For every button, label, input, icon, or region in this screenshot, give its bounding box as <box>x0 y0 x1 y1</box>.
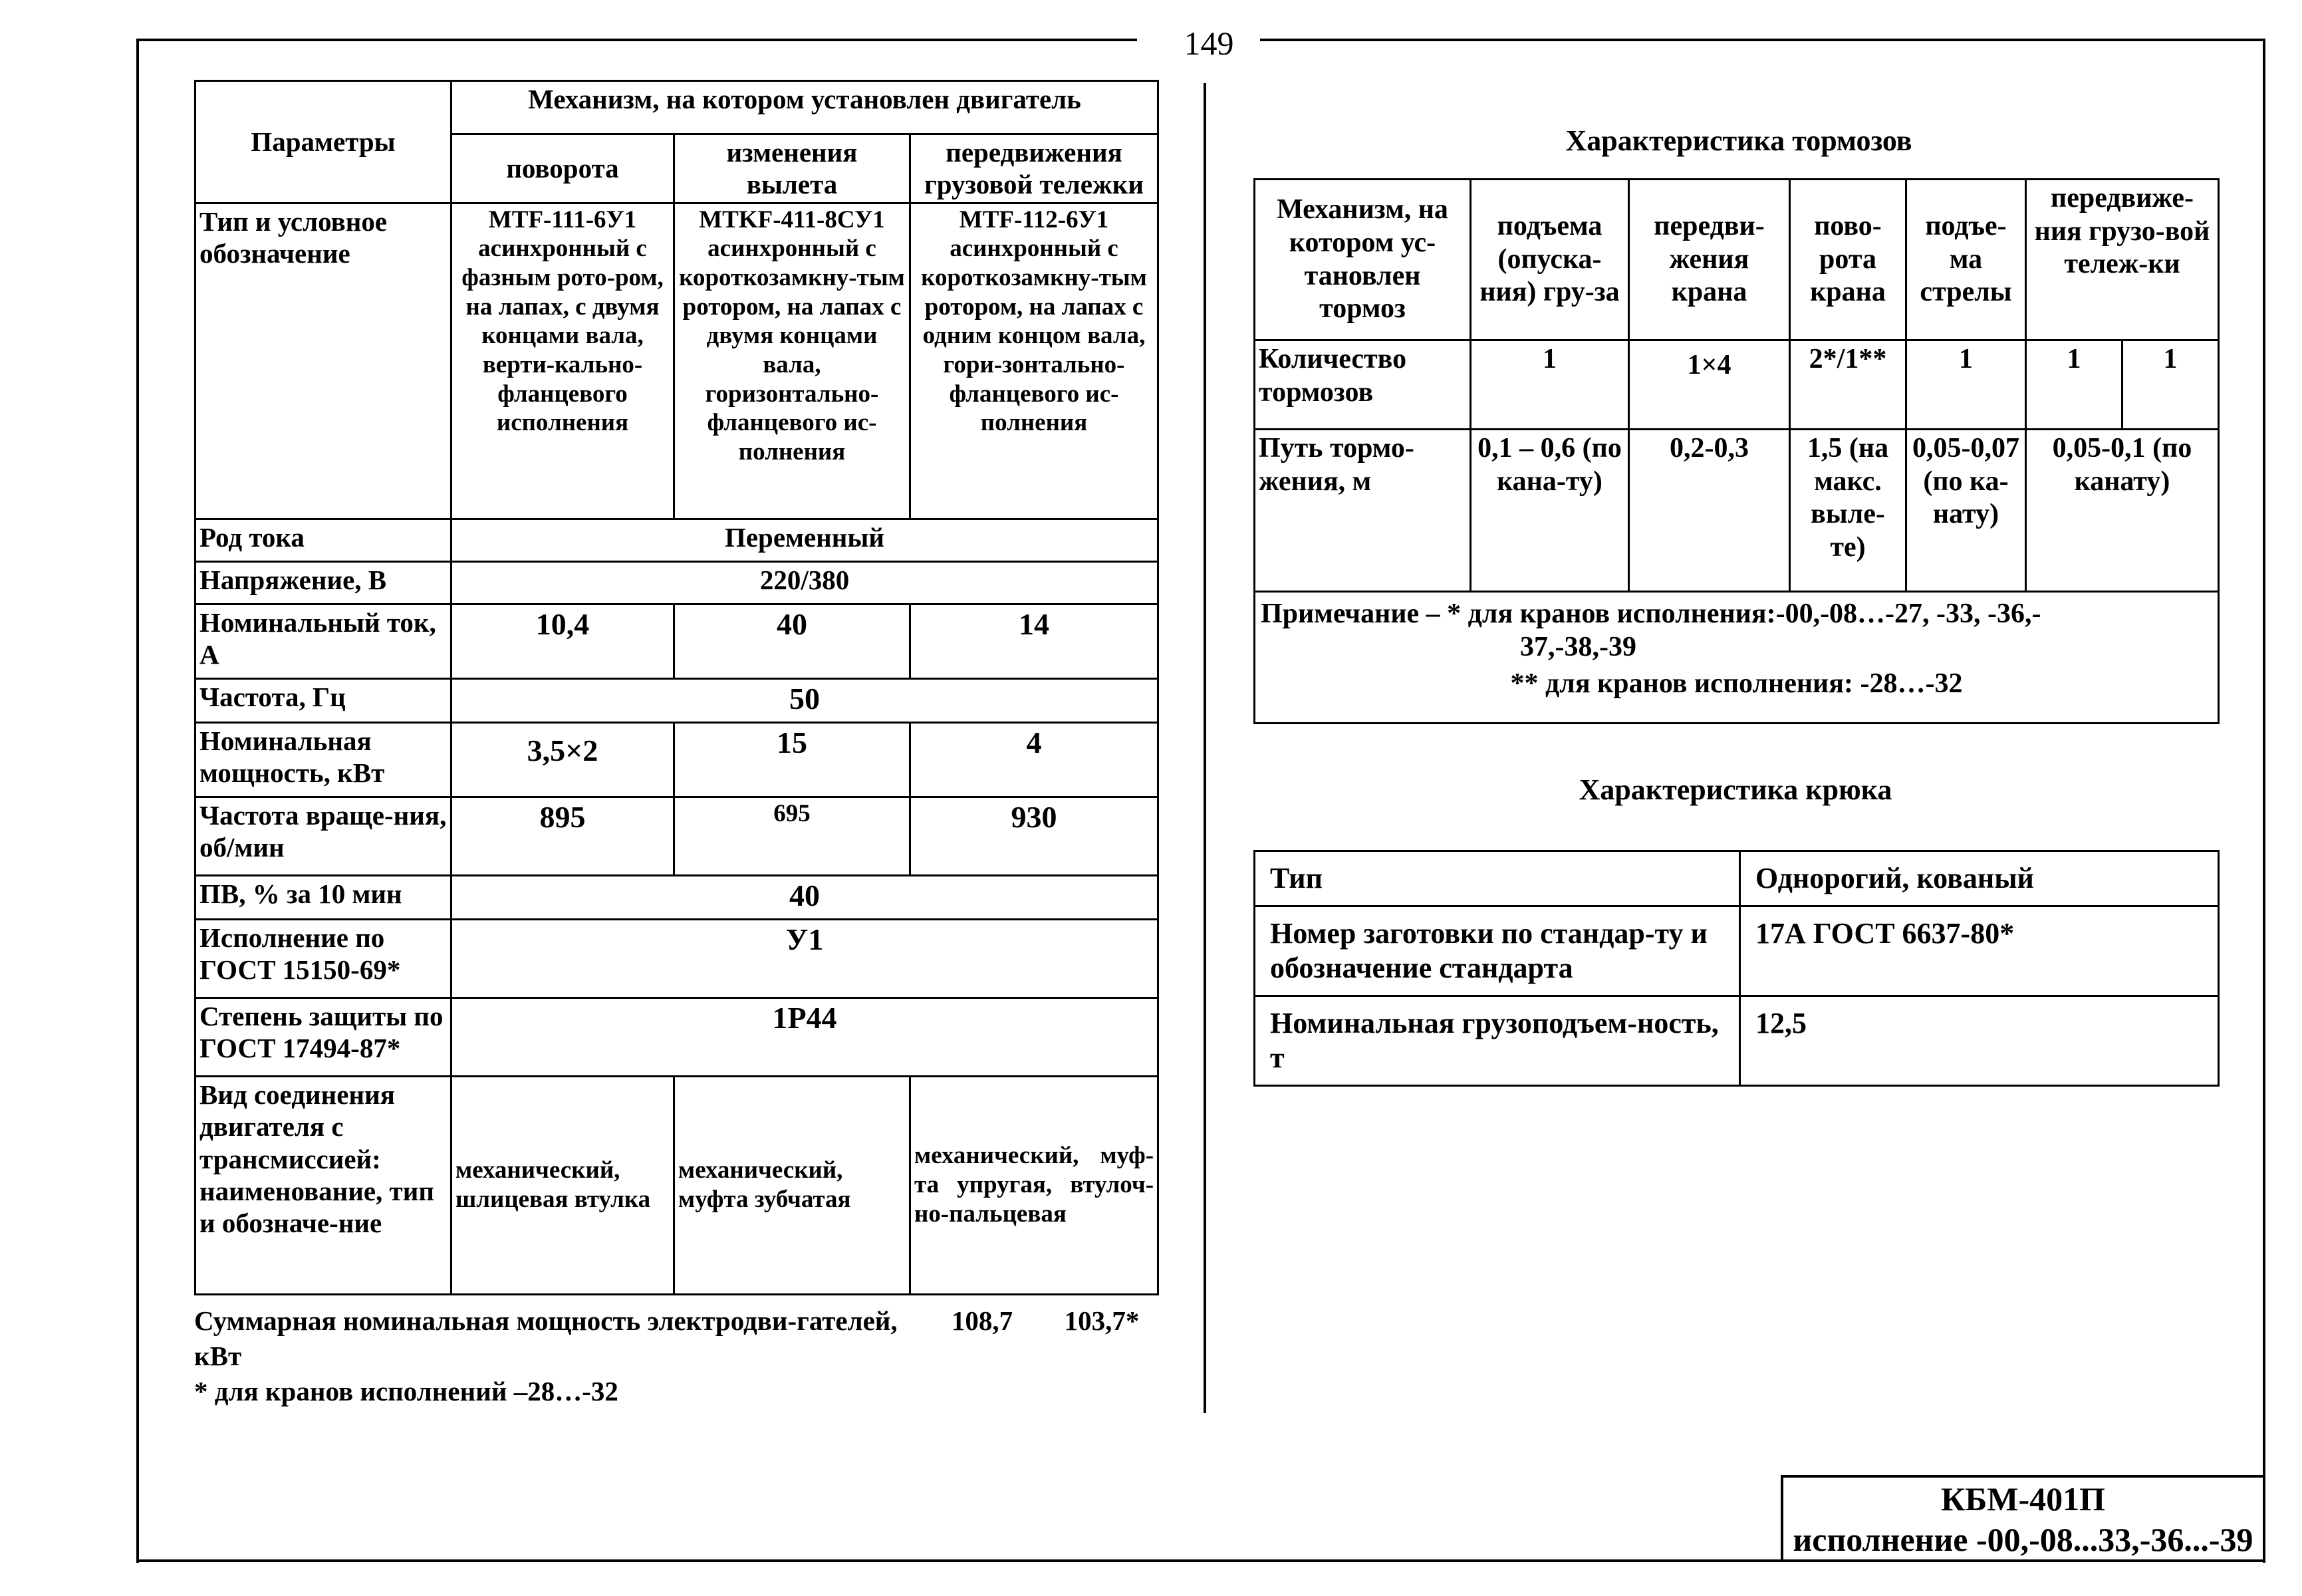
brakes-title: Характеристика тормозов <box>1565 124 1912 157</box>
brakes-note-line-3: ** для кранов исполнения: -28…-32 <box>1510 668 1963 700</box>
rpm-reach: 695 <box>674 797 910 875</box>
hook-title: Характеристика крюка <box>1579 773 1892 806</box>
brakes-count-crane-travel: 1×4 <box>1629 340 1790 430</box>
total-power-value-2: 103,7* <box>1064 1305 1140 1336</box>
stamp-execution: исполнение -00,-08...33,-36...-39 <box>1793 1521 2253 1558</box>
type-reach: MTKF-411-8СУ1 асинхронный с короткозамкну-тым ротором, на лапах с двумя концами вала, горизонтально-фланцевого ис-полнения <box>674 203 910 519</box>
stamp-model: КБМ-401П <box>1940 1480 2106 1518</box>
mech-header-trolley: передвижения грузовой тележки <box>910 134 1158 203</box>
protection-label: Степень защиты по ГОСТ 17494-87* <box>195 998 451 1076</box>
total-power-label: Суммарная номинальная мощность электродви-гателей, кВт <box>194 1305 898 1372</box>
power-reach: 15 <box>674 722 910 797</box>
connection-trolley: механический, муф-та упругая, втулоч-но-пальцевая <box>910 1076 1158 1294</box>
frequency-label: Частота, Гц <box>195 678 451 722</box>
brakes-count-lifting: 1 <box>1471 340 1629 430</box>
pv-label: ПВ, % за 10 мин <box>195 875 451 919</box>
brakes-count-rotation: 2*/1** <box>1790 340 1906 430</box>
hook-capacity-label: Номинальная грузоподъем-ность, т <box>1255 996 1740 1085</box>
frame-top-right <box>1260 39 2265 41</box>
hook-blank-label: Номер заготовки по стандар-ту и обозначение стандарта <box>1255 906 1740 996</box>
frame-right <box>2263 41 2265 1563</box>
execution-value: У1 <box>451 919 1158 998</box>
protection-value: 1Р44 <box>451 998 1158 1076</box>
title-block-stamp <box>1781 1475 2263 1559</box>
pv-value: 40 <box>451 875 1158 919</box>
frame-left <box>136 39 139 1563</box>
brakes-path-label: Путь тормо-жения, м <box>1255 430 1471 592</box>
nominal-current-reach: 40 <box>674 604 910 678</box>
hook-type-label: Тип <box>1255 851 1740 906</box>
brakes-count-trolley-2: 1 <box>2122 340 2219 430</box>
brakes-count-trolley-1: 1 <box>2026 340 2122 430</box>
connection-rotation: механический, шлицевая втулка <box>451 1076 674 1294</box>
rpm-label: Частота враще-ния, об/мин <box>195 797 451 875</box>
brakes-count-boom: 1 <box>1906 340 2026 430</box>
brakes-table <box>1253 178 2220 724</box>
nominal-current-trolley: 14 <box>910 604 1158 678</box>
connection-reach: механический, муфта зубчатая <box>674 1076 910 1294</box>
brakes-header-lifting: подъема (опуска-ния) гру-за <box>1471 180 1629 340</box>
power-trolley: 4 <box>910 722 1158 797</box>
nominal-current-rotation: 10,4 <box>451 604 674 678</box>
current-type-label: Род тока <box>195 519 451 561</box>
rpm-rotation: 895 <box>451 797 674 875</box>
frame-top-left <box>136 39 1137 41</box>
hook-capacity-value: 12,5 <box>1740 996 2219 1085</box>
execution-label: Исполнение по ГОСТ 15150-69* <box>195 919 451 998</box>
brakes-path-trolley: 0,05-0,1 (по канату) <box>2026 430 2219 592</box>
hook-blank-value: 17А ГОСТ 6637-80* <box>1740 906 2219 996</box>
brakes-header-boom: подъе-ма стрелы <box>1906 180 2026 340</box>
params-footnote: * для кранов исполнений –28…-32 <box>194 1376 618 1406</box>
brakes-note <box>1255 592 2219 724</box>
power-rotation: 3,5×2 <box>451 722 674 797</box>
voltage-value: 220/380 <box>451 561 1158 604</box>
type-rotation: MTF-111-6У1 асинхронный с фазным рото-ром, на лапах, с двумя концами вала, верти-кально-фланцевого исполнения <box>451 203 674 519</box>
mech-header-reach: изменения вылета <box>674 134 910 203</box>
brakes-path-lifting: 0,1 – 0,6 (по кана-ту) <box>1471 430 1629 592</box>
total-power-value-1: 108,7 <box>951 1305 1013 1336</box>
mechanism-group-header: Механизм, на котором установлен двигатель <box>451 81 1158 134</box>
brakes-path-crane-travel: 0,2-0,3 <box>1629 430 1790 592</box>
type-trolley: MTF-112-6У1 асинхронный с короткозамкну-тым ротором, на лапах с одним концом вала, гори-зонтально-фланцевого ис-полнения <box>910 203 1158 519</box>
nominal-current-label: Номинальный ток, А <box>195 604 451 678</box>
page-number: 149 <box>1184 25 1234 62</box>
hook-type-value: Однорогий, кованый <box>1740 851 2219 906</box>
voltage-label: Напряжение, В <box>195 561 451 604</box>
brakes-count-label: Количество тормозов <box>1255 340 1471 430</box>
brakes-note-line-1: Примечание – * для кранов исполнения:-00,-08…-27, -33, -36,- <box>1261 598 2041 629</box>
brakes-path-boom: 0,05-0,07 (по ка-нату) <box>1906 430 2026 592</box>
brakes-header-trolley: передвиже-ния грузо-вой тележ-ки <box>2026 180 2219 340</box>
params-header: Параметры <box>195 81 451 203</box>
type-label: Тип и условное обозначение <box>195 203 451 519</box>
mech-header-rotation: поворота <box>451 134 674 203</box>
motor-parameters-table <box>194 80 1159 1295</box>
brakes-path-rotation: 1,5 (на макс. выле-те) <box>1790 430 1906 592</box>
rpm-trolley: 930 <box>910 797 1158 875</box>
connection-label: Вид соединения двигателя с трансмиссией: наименование, тип и обозначе-ние <box>195 1076 451 1294</box>
brakes-note-line-2: 37,-38,-39 <box>1520 631 1636 662</box>
column-divider <box>1204 83 1206 1413</box>
brakes-header-rotation: пово-рота крана <box>1790 180 1906 340</box>
current-type-value: Переменный <box>451 519 1158 561</box>
power-label: Номинальная мощность, кВт <box>195 722 451 797</box>
brakes-header-crane-travel: передви-жения крана <box>1629 180 1790 340</box>
hook-table <box>1253 850 2220 1087</box>
frequency-value: 50 <box>451 678 1158 722</box>
total-power <box>194 1303 1165 1375</box>
brakes-header-mechanism: Механизм, на котором ус-тановлен тормоз <box>1255 180 1471 340</box>
